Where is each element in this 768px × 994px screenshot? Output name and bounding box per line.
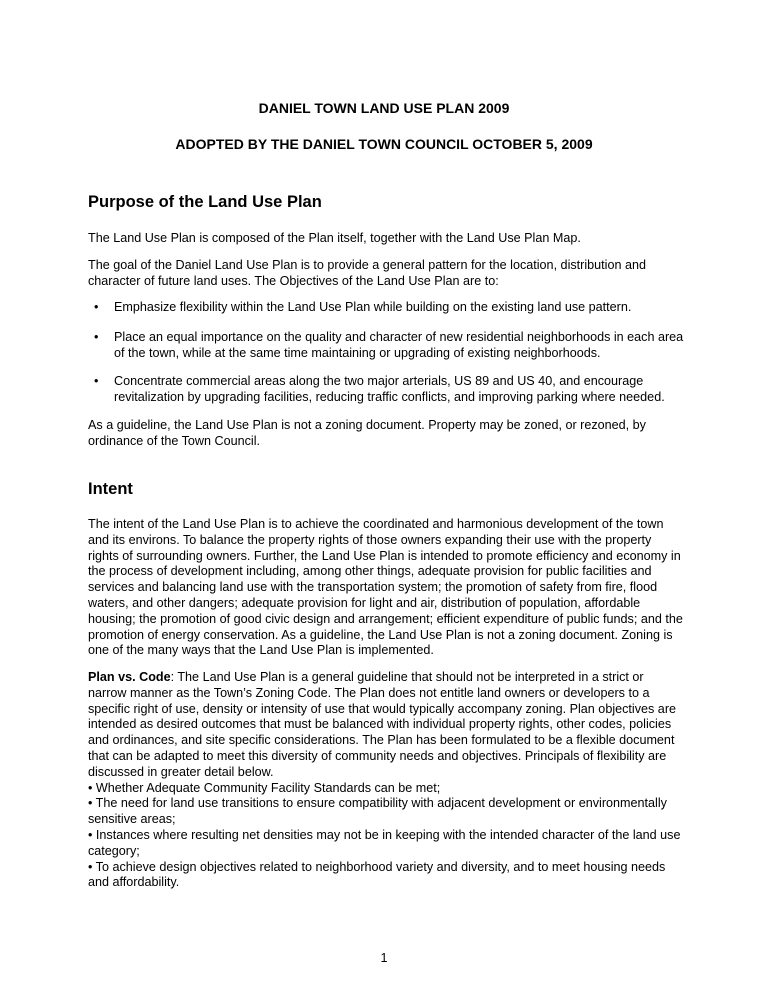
flexibility-list-item: • Whether Adequate Community Facility Standards can be met; xyxy=(88,780,441,795)
plan-vs-code-text: : The Land Use Plan is a general guideline that should not be interpreted in a strict or narrow manner as the Town’s Zoning Code. The Plan does not entitle land owners or developers to a specific right of use, density or intensity of use that would typically accompany zoning. Plan objectives are intended as desired outcomes that must be balanced with individual property rights, other codes, policies and ordinances, and site specific considerations. The Plan has been formulated to be a flexible document that can be adapted to meet this diversity of community needs and objectives. Principals of flexibility are discussed in greater detail below. xyxy=(88,670,677,779)
intent-heading: Intent xyxy=(88,480,133,498)
purpose-paragraph-1: The Land Use Plan is composed of the Plan itself, together with the Land Use Plan Map. xyxy=(88,231,581,245)
bullet-icon: • xyxy=(94,330,99,344)
purpose-paragraph-2: The goal of the Daniel Land Use Plan is to provide a general pattern for the location, distribution and character of future land uses. The Objectives of the Land Use Plan are to: xyxy=(88,258,646,288)
flexibility-list-item: • The need for land use transitions to ensure compatibility with adjacent development or environmentally sensitive areas; xyxy=(88,796,667,827)
purpose-heading: Purpose of the Land Use Plan xyxy=(88,193,322,211)
document-subtitle: ADOPTED BY THE DANIEL TOWN COUNCIL OCTOBER 5, 2009 xyxy=(175,136,593,152)
flexibility-list-item: • To achieve design objectives related to neighborhood variety and diversity, and to meet housing needs and affordability. xyxy=(88,859,666,890)
plan-vs-code-label: Plan vs. Code xyxy=(88,670,171,684)
objective-text: Concentrate commercial areas along the two major arterials, US 89 and US 40, and encourage revitalization by upgrading facilities, reducing traffic conflicts, and improving parking where needed. xyxy=(114,374,665,404)
objective-text: Place an equal importance on the quality and character of new residential neighborhoods in each area of the town, while at the same time maintaining or upgrading of existing neighborhoods. xyxy=(114,330,684,360)
plan-vs-code-section xyxy=(88,670,684,891)
purpose-paragraph-3: As a guideline, the Land Use Plan is not a zoning document. Property may be zoned, or rezoned, by ordinance of the Town Council. xyxy=(88,418,646,448)
flexibility-list-item: • Instances where resulting net densities may not be in keeping with the intended character of the land use category; xyxy=(88,827,681,858)
page-number: 1 xyxy=(380,951,388,965)
document-title: DANIEL TOWN LAND USE PLAN 2009 xyxy=(258,100,510,116)
bullet-icon: • xyxy=(94,300,99,314)
bullet-icon: • xyxy=(94,374,99,388)
objective-text: Emphasize flexibility within the Land Use Plan while building on the existing land use pattern. xyxy=(114,300,632,314)
intent-paragraph: The intent of the Land Use Plan is to achieve the coordinated and harmonious development of the town and its environs. To balance the property rights of those owners expanding their use with the property rights of surrounding owners. Further, the Land Use Plan is intended to promote efficiency and economy in the process of development including, among other things, adequate provision for public facilities and services and balancing land use with the transportation system; the promotion of safety from fire, flood waters, and other dangers; adequate provision for light and air, distribution of population, affordable housing; the promotion of good civic design and arrangement; efficient expenditure of public funds; and the promotion of energy conservation. As a guideline, the Land Use Plan is not a zoning document. Zoning is one of the many ways that the Land Use Plan is implemented. xyxy=(88,517,683,658)
